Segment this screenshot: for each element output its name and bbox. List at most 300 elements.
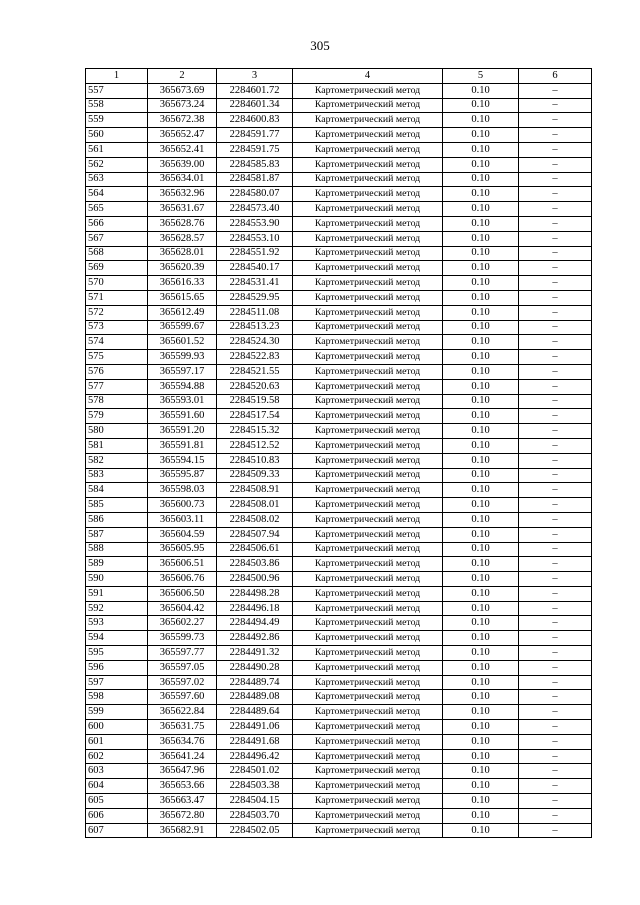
- y-coordinate-cell: 2284491.68: [217, 734, 293, 749]
- table-row: [86, 616, 592, 631]
- accuracy-cell: 0.10: [443, 749, 519, 764]
- y-coordinate-cell: 2284553.90: [217, 216, 293, 231]
- point-number-cell: 606: [86, 808, 148, 823]
- y-coordinate-cell: 2284529.95: [217, 290, 293, 305]
- y-coordinate-cell: 2284521.55: [217, 364, 293, 379]
- y-coordinate-cell: 2284489.08: [217, 690, 293, 705]
- x-coordinate-cell: 365634.01: [148, 172, 217, 187]
- note-cell: –: [519, 379, 592, 394]
- note-cell: –: [519, 794, 592, 809]
- x-coordinate-cell: 365601.52: [148, 335, 217, 350]
- y-coordinate-cell: 2284496.42: [217, 749, 293, 764]
- method-cell: Картометрический метод: [293, 128, 443, 143]
- x-coordinate-cell: 365615.65: [148, 290, 217, 305]
- point-number-cell: 605: [86, 794, 148, 809]
- accuracy-cell: 0.10: [443, 468, 519, 483]
- coordinates-table: [85, 68, 592, 838]
- x-coordinate-cell: 365606.50: [148, 586, 217, 601]
- y-coordinate-cell: 2284491.32: [217, 646, 293, 661]
- point-number-cell: 557: [86, 83, 148, 98]
- x-coordinate-cell: 365591.81: [148, 438, 217, 453]
- note-cell: –: [519, 231, 592, 246]
- accuracy-cell: 0.10: [443, 113, 519, 128]
- note-cell: –: [519, 187, 592, 202]
- note-cell: –: [519, 142, 592, 157]
- note-cell: –: [519, 498, 592, 513]
- x-coordinate-cell: 365663.47: [148, 794, 217, 809]
- accuracy-cell: 0.10: [443, 379, 519, 394]
- note-cell: –: [519, 512, 592, 527]
- method-cell: Картометрический метод: [293, 157, 443, 172]
- table-row: [86, 794, 592, 809]
- table-row: [86, 734, 592, 749]
- point-number-cell: 583: [86, 468, 148, 483]
- accuracy-cell: 0.10: [443, 261, 519, 276]
- x-coordinate-cell: 365612.49: [148, 305, 217, 320]
- y-coordinate-cell: 2284503.38: [217, 779, 293, 794]
- table-row: [86, 601, 592, 616]
- accuracy-cell: 0.10: [443, 142, 519, 157]
- note-cell: –: [519, 764, 592, 779]
- y-coordinate-cell: 2284585.83: [217, 157, 293, 172]
- x-coordinate-cell: 365628.57: [148, 231, 217, 246]
- table-row: [86, 705, 592, 720]
- table-body: [86, 83, 592, 838]
- method-cell: Картометрический метод: [293, 572, 443, 587]
- accuracy-cell: 0.10: [443, 202, 519, 217]
- method-cell: Картометрический метод: [293, 453, 443, 468]
- note-cell: –: [519, 98, 592, 113]
- accuracy-cell: 0.10: [443, 424, 519, 439]
- note-cell: –: [519, 705, 592, 720]
- x-coordinate-cell: 365631.75: [148, 720, 217, 735]
- point-number-cell: 561: [86, 142, 148, 157]
- note-cell: –: [519, 734, 592, 749]
- note-cell: –: [519, 113, 592, 128]
- accuracy-cell: 0.10: [443, 779, 519, 794]
- y-coordinate-cell: 2284551.92: [217, 246, 293, 261]
- table-row: [86, 646, 592, 661]
- y-coordinate-cell: 2284580.07: [217, 187, 293, 202]
- accuracy-cell: 0.10: [443, 808, 519, 823]
- note-cell: –: [519, 631, 592, 646]
- y-coordinate-cell: 2284511.08: [217, 305, 293, 320]
- table-row: [86, 527, 592, 542]
- y-coordinate-cell: 2284501.02: [217, 764, 293, 779]
- x-coordinate-cell: 365594.15: [148, 453, 217, 468]
- method-cell: Картометрический метод: [293, 675, 443, 690]
- table-row: [86, 720, 592, 735]
- accuracy-cell: 0.10: [443, 734, 519, 749]
- table-row: [86, 808, 592, 823]
- point-number-cell: 580: [86, 424, 148, 439]
- note-cell: –: [519, 690, 592, 705]
- x-coordinate-cell: 365597.05: [148, 660, 217, 675]
- table-row: [86, 379, 592, 394]
- accuracy-cell: 0.10: [443, 675, 519, 690]
- x-coordinate-cell: 365595.87: [148, 468, 217, 483]
- method-cell: Картометрический метод: [293, 586, 443, 601]
- note-cell: –: [519, 424, 592, 439]
- x-coordinate-cell: 365628.01: [148, 246, 217, 261]
- table-row: [86, 690, 592, 705]
- point-number-cell: 570: [86, 276, 148, 291]
- method-cell: Картометрический метод: [293, 631, 443, 646]
- point-number-cell: 581: [86, 438, 148, 453]
- point-number-cell: 582: [86, 453, 148, 468]
- column-header: 5: [443, 69, 519, 84]
- y-coordinate-cell: 2284506.61: [217, 542, 293, 557]
- point-number-cell: 559: [86, 113, 148, 128]
- point-number-cell: 558: [86, 98, 148, 113]
- note-cell: –: [519, 246, 592, 261]
- note-cell: –: [519, 394, 592, 409]
- accuracy-cell: 0.10: [443, 231, 519, 246]
- y-coordinate-cell: 2284502.05: [217, 823, 293, 838]
- point-number-cell: 576: [86, 364, 148, 379]
- x-coordinate-cell: 365597.02: [148, 675, 217, 690]
- method-cell: Картометрический метод: [293, 276, 443, 291]
- table-row: [86, 512, 592, 527]
- table-row: [86, 305, 592, 320]
- x-coordinate-cell: 365652.47: [148, 128, 217, 143]
- y-coordinate-cell: 2284503.86: [217, 557, 293, 572]
- y-coordinate-cell: 2284540.17: [217, 261, 293, 276]
- table-row: [86, 202, 592, 217]
- y-coordinate-cell: 2284600.83: [217, 113, 293, 128]
- table-row: [86, 394, 592, 409]
- x-coordinate-cell: 365606.51: [148, 557, 217, 572]
- table-row: [86, 586, 592, 601]
- x-coordinate-cell: 365672.80: [148, 808, 217, 823]
- method-cell: Картометрический метод: [293, 764, 443, 779]
- y-coordinate-cell: 2284503.70: [217, 808, 293, 823]
- note-cell: –: [519, 438, 592, 453]
- x-coordinate-cell: 365632.96: [148, 187, 217, 202]
- y-coordinate-cell: 2284510.83: [217, 453, 293, 468]
- method-cell: Картометрический метод: [293, 690, 443, 705]
- method-cell: Картометрический метод: [293, 646, 443, 661]
- note-cell: –: [519, 453, 592, 468]
- accuracy-cell: 0.10: [443, 690, 519, 705]
- table-row: [86, 83, 592, 98]
- note-cell: –: [519, 157, 592, 172]
- accuracy-cell: 0.10: [443, 290, 519, 305]
- x-coordinate-cell: 365591.60: [148, 409, 217, 424]
- x-coordinate-cell: 365647.96: [148, 764, 217, 779]
- point-number-cell: 598: [86, 690, 148, 705]
- point-number-cell: 564: [86, 187, 148, 202]
- accuracy-cell: 0.10: [443, 705, 519, 720]
- method-cell: Картометрический метод: [293, 202, 443, 217]
- table-row: [86, 675, 592, 690]
- note-cell: –: [519, 749, 592, 764]
- x-coordinate-cell: 365628.76: [148, 216, 217, 231]
- accuracy-cell: 0.10: [443, 601, 519, 616]
- table-row: [86, 231, 592, 246]
- x-coordinate-cell: 365673.24: [148, 98, 217, 113]
- y-coordinate-cell: 2284489.74: [217, 675, 293, 690]
- table-row: [86, 764, 592, 779]
- note-cell: –: [519, 290, 592, 305]
- page-number: 305: [310, 38, 330, 53]
- table-row: [86, 542, 592, 557]
- y-coordinate-cell: 2284491.06: [217, 720, 293, 735]
- x-coordinate-cell: 365634.76: [148, 734, 217, 749]
- table-row: [86, 261, 592, 276]
- method-cell: Картометрический метод: [293, 98, 443, 113]
- table-row: [86, 335, 592, 350]
- note-cell: –: [519, 276, 592, 291]
- column-header: 1: [86, 69, 148, 84]
- method-cell: Картометрический метод: [293, 261, 443, 276]
- note-cell: –: [519, 468, 592, 483]
- accuracy-cell: 0.10: [443, 187, 519, 202]
- x-coordinate-cell: 365597.77: [148, 646, 217, 661]
- method-cell: Картометрический метод: [293, 113, 443, 128]
- note-cell: –: [519, 261, 592, 276]
- y-coordinate-cell: 2284494.49: [217, 616, 293, 631]
- note-cell: –: [519, 557, 592, 572]
- method-cell: Картометрический метод: [293, 320, 443, 335]
- accuracy-cell: 0.10: [443, 216, 519, 231]
- x-coordinate-cell: 365597.17: [148, 364, 217, 379]
- y-coordinate-cell: 2284489.64: [217, 705, 293, 720]
- accuracy-cell: 0.10: [443, 616, 519, 631]
- point-number-cell: 588: [86, 542, 148, 557]
- table-row: [86, 320, 592, 335]
- y-coordinate-cell: 2284517.54: [217, 409, 293, 424]
- method-cell: Картометрический метод: [293, 187, 443, 202]
- y-coordinate-cell: 2284513.23: [217, 320, 293, 335]
- y-coordinate-cell: 2284508.02: [217, 512, 293, 527]
- method-cell: Картометрический метод: [293, 705, 443, 720]
- table-row: [86, 172, 592, 187]
- method-cell: Картометрический метод: [293, 394, 443, 409]
- y-coordinate-cell: 2284573.40: [217, 202, 293, 217]
- point-number-cell: 563: [86, 172, 148, 187]
- method-cell: Картометрический метод: [293, 379, 443, 394]
- table-row: [86, 468, 592, 483]
- method-cell: Картометрический метод: [293, 527, 443, 542]
- method-cell: Картометрический метод: [293, 483, 443, 498]
- y-coordinate-cell: 2284508.01: [217, 498, 293, 513]
- x-coordinate-cell: 365673.69: [148, 83, 217, 98]
- x-coordinate-cell: 365616.33: [148, 276, 217, 291]
- point-number-cell: 567: [86, 231, 148, 246]
- method-cell: Картометрический метод: [293, 779, 443, 794]
- y-coordinate-cell: 2284591.75: [217, 142, 293, 157]
- table-row: [86, 631, 592, 646]
- table-row: [86, 557, 592, 572]
- accuracy-cell: 0.10: [443, 350, 519, 365]
- point-number-cell: 589: [86, 557, 148, 572]
- accuracy-cell: 0.10: [443, 128, 519, 143]
- x-coordinate-cell: 365672.38: [148, 113, 217, 128]
- accuracy-cell: 0.10: [443, 527, 519, 542]
- accuracy-cell: 0.10: [443, 512, 519, 527]
- table-row: [86, 276, 592, 291]
- x-coordinate-cell: 365593.01: [148, 394, 217, 409]
- note-cell: –: [519, 601, 592, 616]
- method-cell: Картометрический метод: [293, 335, 443, 350]
- note-cell: –: [519, 128, 592, 143]
- point-number-cell: 592: [86, 601, 148, 616]
- note-cell: –: [519, 675, 592, 690]
- table-row: [86, 113, 592, 128]
- table-row: [86, 438, 592, 453]
- y-coordinate-cell: 2284504.15: [217, 794, 293, 809]
- y-coordinate-cell: 2284498.28: [217, 586, 293, 601]
- y-coordinate-cell: 2284531.41: [217, 276, 293, 291]
- point-number-cell: 565: [86, 202, 148, 217]
- x-coordinate-cell: 365631.67: [148, 202, 217, 217]
- point-number-cell: 569: [86, 261, 148, 276]
- y-coordinate-cell: 2284591.77: [217, 128, 293, 143]
- method-cell: Картометрический метод: [293, 424, 443, 439]
- x-coordinate-cell: 365622.84: [148, 705, 217, 720]
- accuracy-cell: 0.10: [443, 794, 519, 809]
- note-cell: –: [519, 335, 592, 350]
- table-row: [86, 823, 592, 838]
- accuracy-cell: 0.10: [443, 305, 519, 320]
- x-coordinate-cell: 365652.41: [148, 142, 217, 157]
- table-row: [86, 128, 592, 143]
- method-cell: Картометрический метод: [293, 172, 443, 187]
- note-cell: –: [519, 542, 592, 557]
- accuracy-cell: 0.10: [443, 498, 519, 513]
- table-row: [86, 157, 592, 172]
- point-number-cell: 586: [86, 512, 148, 527]
- table-row: [86, 749, 592, 764]
- method-cell: Картометрический метод: [293, 823, 443, 838]
- y-coordinate-cell: 2284601.34: [217, 98, 293, 113]
- point-number-cell: 607: [86, 823, 148, 838]
- method-cell: Картометрический метод: [293, 409, 443, 424]
- note-cell: –: [519, 364, 592, 379]
- point-number-cell: 568: [86, 246, 148, 261]
- method-cell: Картометрический метод: [293, 734, 443, 749]
- method-cell: Картометрический метод: [293, 794, 443, 809]
- method-cell: Картометрический метод: [293, 350, 443, 365]
- point-number-cell: 590: [86, 572, 148, 587]
- x-coordinate-cell: 365604.42: [148, 601, 217, 616]
- y-coordinate-cell: 2284508.91: [217, 483, 293, 498]
- method-cell: Картометрический метод: [293, 216, 443, 231]
- note-cell: –: [519, 320, 592, 335]
- note-cell: –: [519, 586, 592, 601]
- point-number-cell: 562: [86, 157, 148, 172]
- note-cell: –: [519, 808, 592, 823]
- accuracy-cell: 0.10: [443, 246, 519, 261]
- note-cell: –: [519, 216, 592, 231]
- x-coordinate-cell: 365639.00: [148, 157, 217, 172]
- note-cell: –: [519, 202, 592, 217]
- accuracy-cell: 0.10: [443, 542, 519, 557]
- column-header: 6: [519, 69, 592, 84]
- y-coordinate-cell: 2284520.63: [217, 379, 293, 394]
- method-cell: Картометрический метод: [293, 749, 443, 764]
- column-header: 4: [293, 69, 443, 84]
- accuracy-cell: 0.10: [443, 453, 519, 468]
- method-cell: Картометрический метод: [293, 83, 443, 98]
- accuracy-cell: 0.10: [443, 364, 519, 379]
- table-row: [86, 453, 592, 468]
- x-coordinate-cell: 365653.66: [148, 779, 217, 794]
- accuracy-cell: 0.10: [443, 823, 519, 838]
- method-cell: Картометрический метод: [293, 601, 443, 616]
- column-header: 2: [148, 69, 217, 84]
- accuracy-cell: 0.10: [443, 172, 519, 187]
- table-row: [86, 660, 592, 675]
- point-number-cell: 573: [86, 320, 148, 335]
- column-header: 3: [217, 69, 293, 84]
- table-row: [86, 572, 592, 587]
- method-cell: Картометрический метод: [293, 616, 443, 631]
- point-number-cell: 566: [86, 216, 148, 231]
- method-cell: Картометрический метод: [293, 142, 443, 157]
- note-cell: –: [519, 720, 592, 735]
- y-coordinate-cell: 2284515.32: [217, 424, 293, 439]
- point-number-cell: 595: [86, 646, 148, 661]
- note-cell: –: [519, 409, 592, 424]
- point-number-cell: 599: [86, 705, 148, 720]
- y-coordinate-cell: 2284490.28: [217, 660, 293, 675]
- y-coordinate-cell: 2284524.30: [217, 335, 293, 350]
- method-cell: Картометрический метод: [293, 557, 443, 572]
- note-cell: –: [519, 660, 592, 675]
- table-row: [86, 498, 592, 513]
- x-coordinate-cell: 365591.20: [148, 424, 217, 439]
- method-cell: Картометрический метод: [293, 231, 443, 246]
- accuracy-cell: 0.10: [443, 335, 519, 350]
- x-coordinate-cell: 365598.03: [148, 483, 217, 498]
- x-coordinate-cell: 365602.27: [148, 616, 217, 631]
- table-row: [86, 483, 592, 498]
- accuracy-cell: 0.10: [443, 83, 519, 98]
- note-cell: –: [519, 305, 592, 320]
- accuracy-cell: 0.10: [443, 557, 519, 572]
- point-number-cell: 575: [86, 350, 148, 365]
- method-cell: Картометрический метод: [293, 290, 443, 305]
- table-row: [86, 424, 592, 439]
- note-cell: –: [519, 483, 592, 498]
- x-coordinate-cell: 365604.59: [148, 527, 217, 542]
- note-cell: –: [519, 83, 592, 98]
- table-header-row: [86, 69, 592, 84]
- point-number-cell: 600: [86, 720, 148, 735]
- y-coordinate-cell: 2284492.86: [217, 631, 293, 646]
- point-number-cell: 587: [86, 527, 148, 542]
- x-coordinate-cell: 365600.73: [148, 498, 217, 513]
- x-coordinate-cell: 365682.91: [148, 823, 217, 838]
- x-coordinate-cell: 365594.88: [148, 379, 217, 394]
- y-coordinate-cell: 2284522.83: [217, 350, 293, 365]
- table-row: [86, 779, 592, 794]
- point-number-cell: 572: [86, 305, 148, 320]
- y-coordinate-cell: 2284500.96: [217, 572, 293, 587]
- x-coordinate-cell: 365599.67: [148, 320, 217, 335]
- point-number-cell: 577: [86, 379, 148, 394]
- note-cell: –: [519, 172, 592, 187]
- point-number-cell: 596: [86, 660, 148, 675]
- point-number-cell: 603: [86, 764, 148, 779]
- x-coordinate-cell: 365603.11: [148, 512, 217, 527]
- table-row: [86, 350, 592, 365]
- x-coordinate-cell: 365599.93: [148, 350, 217, 365]
- x-coordinate-cell: 365605.95: [148, 542, 217, 557]
- note-cell: –: [519, 350, 592, 365]
